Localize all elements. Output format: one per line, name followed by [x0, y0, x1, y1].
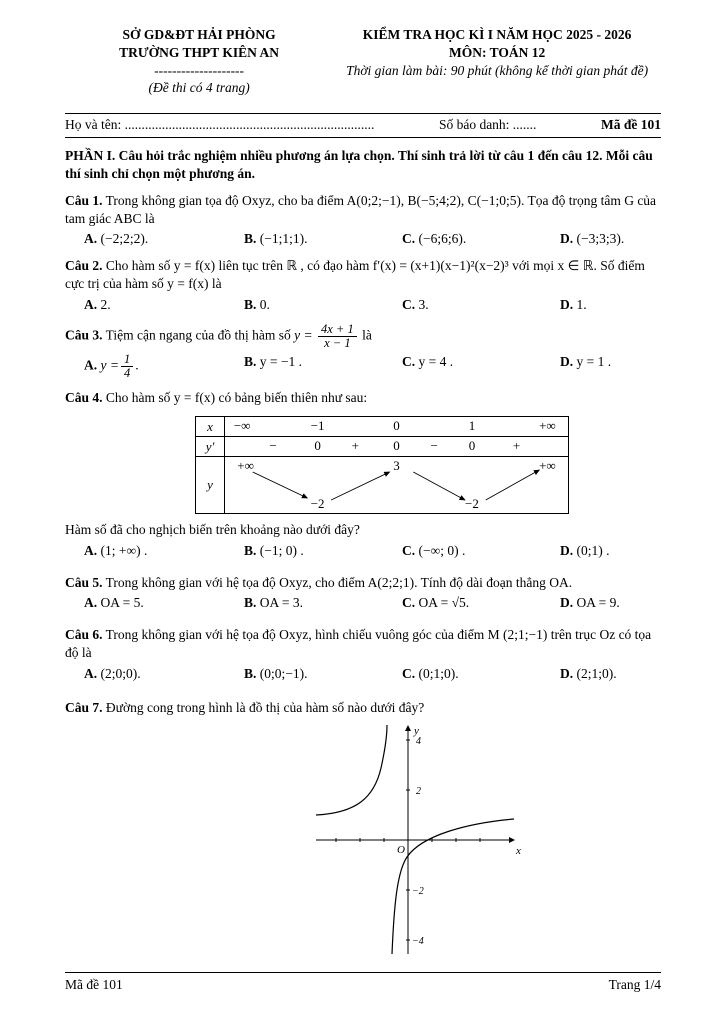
header-right — [333, 26, 661, 97]
question-1-options — [65, 230, 661, 248]
y-tick-neg2: −2 — [412, 886, 424, 898]
x-row-label: x — [196, 417, 225, 436]
question-5-label: Câu 5. — [65, 574, 103, 590]
yprime-sign: 0 — [468, 437, 476, 453]
option-b — [244, 353, 402, 380]
fraction — [318, 323, 357, 350]
question-5 — [65, 574, 661, 613]
x-value: 0 — [393, 417, 400, 433]
origin-label: O — [397, 844, 405, 857]
option-text: OA = √5. — [418, 595, 470, 611]
question-6-options — [65, 665, 661, 683]
question-5-options — [65, 594, 661, 612]
option-a — [84, 665, 244, 683]
option-text: (−2;2;2). — [100, 231, 149, 247]
function-graph — [308, 720, 540, 956]
question-4-subquestion: Hàm số đã cho nghịch biến trên khoảng nào dưới đây? — [65, 521, 360, 537]
option-text: (0;1) . — [576, 542, 610, 558]
option-key: D. — [560, 353, 574, 369]
option-key: C. — [402, 231, 416, 247]
option-text: (1; +∞) . — [100, 542, 148, 558]
option-b — [244, 296, 402, 314]
option-text: (0;0;−1). — [259, 665, 308, 681]
question-6-label: Câu 6. — [65, 627, 103, 643]
option-d — [560, 296, 661, 314]
option-text: 0. — [259, 296, 270, 312]
y-tick-4: 4 — [416, 736, 421, 748]
exam-code: Mã đề 101 — [601, 117, 661, 133]
option-d — [560, 594, 661, 612]
x-value: +∞ — [539, 417, 556, 433]
option-key: C. — [402, 353, 416, 369]
option-text: OA = 5. — [100, 595, 144, 611]
option-d — [560, 353, 661, 380]
option-d — [560, 230, 661, 248]
option-c — [402, 296, 560, 314]
option-lhs: y = — [100, 357, 119, 373]
yprime-sign: + — [351, 437, 359, 453]
curve-left-branch — [316, 725, 387, 815]
option-key: A. — [84, 595, 98, 611]
x-value: −1 — [310, 417, 325, 433]
option-b — [244, 230, 402, 248]
option-key: B. — [244, 665, 257, 681]
question-7-label: Câu 7. — [65, 699, 103, 715]
exam-duration: Thời gian làm bài: 90 phút (không kể thời gian phát đề) — [346, 62, 649, 78]
exam-subject: MÔN: TOÁN 12 — [448, 44, 546, 60]
option-key: B. — [244, 231, 257, 247]
option-c — [402, 353, 560, 380]
option-a — [84, 594, 244, 612]
option-suffix: . — [135, 357, 139, 373]
equation-lhs: y = — [294, 327, 313, 343]
y-value: +∞ — [237, 457, 254, 473]
variation-table-yprime-row — [196, 437, 568, 457]
option-key: B. — [244, 296, 257, 312]
variation-table-x-row — [196, 417, 568, 437]
fraction — [121, 353, 133, 380]
y-value: −2 — [465, 495, 479, 511]
option-text: (−6;6;6). — [418, 231, 467, 247]
question-6-text: Trong không gian với hệ tọa độ Oxyz, hình chiếu vuông góc của điểm M (2;1;−1) trên trục Oz có tọa độ là — [65, 627, 652, 660]
option-text: 2. — [100, 296, 111, 312]
option-key: D. — [560, 665, 574, 681]
header — [65, 26, 661, 97]
option-key: A. — [84, 665, 98, 681]
question-1-label: Câu 1. — [65, 192, 103, 208]
yprime-sign: − — [430, 437, 438, 453]
divider-dashes: -------------------- — [154, 62, 245, 78]
yprime-sign: 0 — [393, 437, 400, 453]
question-1 — [65, 192, 661, 248]
question-3-label: Câu 3. — [65, 327, 103, 343]
x-axis-label: x — [516, 845, 521, 858]
fraction-numerator: 4x + 1 — [318, 323, 357, 337]
department-name: SỞ GD&ĐT HẢI PHÒNG — [122, 27, 276, 42]
option-text: 3. — [418, 296, 429, 312]
option-text: (2;0;0). — [100, 665, 141, 681]
option-a — [84, 542, 244, 560]
yprime-row-label: y′ — [196, 437, 225, 456]
option-text: (0;1;0). — [418, 665, 459, 681]
fraction-denominator: 4 — [123, 365, 131, 380]
header-left — [65, 26, 333, 97]
x-value: 1 — [468, 417, 476, 433]
candidate-number-line: Số báo danh: ....... — [438, 117, 537, 133]
option-key: C. — [402, 665, 416, 681]
fraction-numerator: 1 — [121, 353, 133, 367]
exam-title: KIỂM TRA HỌC KÌ I NĂM HỌC 2025 - 2026 — [362, 27, 632, 42]
rule-under-info — [65, 137, 661, 138]
option-text: OA = 9. — [576, 595, 620, 611]
footer-exam-code: Mã đề 101 — [65, 977, 123, 992]
option-key: A. — [84, 296, 98, 312]
option-text: y = 4 . — [418, 353, 454, 369]
x-value: −∞ — [233, 417, 251, 433]
question-3-text: Tiệm cận ngang của đồ thị hàm số — [105, 327, 291, 343]
option-key: C. — [402, 296, 416, 312]
question-2 — [65, 257, 661, 313]
question-4 — [65, 389, 661, 559]
option-text: y = −1 . — [259, 353, 302, 369]
question-4-label: Câu 4. — [65, 390, 103, 406]
candidate-info-row — [65, 114, 661, 137]
option-text: (−∞; 0) . — [418, 542, 466, 558]
question-2-label: Câu 2. — [65, 258, 103, 274]
footer-page-number: Trang 1/4 — [608, 977, 661, 992]
option-a — [84, 296, 244, 314]
option-a — [84, 353, 244, 380]
part1-title: PHẦN I. Câu hỏi trắc nghiệm nhiều phương án lựa chọn. Thí sinh trả lời từ câu 1 đến câu 12. Mỗi câu thí sinh chỉ chọn một phương án. — [65, 148, 653, 181]
option-c — [402, 542, 560, 560]
y-tick-neg4: −4 — [412, 936, 424, 948]
option-key: A. — [84, 357, 98, 373]
option-key: D. — [560, 231, 574, 247]
pages-note: (Đề thi có 4 trang) — [148, 80, 250, 96]
question-7 — [65, 699, 661, 957]
option-key: C. — [402, 542, 416, 558]
option-text: (−1;1;1). — [259, 231, 308, 247]
option-d — [560, 665, 661, 683]
candidate-name-line: Họ và tên: .......................................................................... — [65, 117, 375, 133]
option-text: OA = 3. — [259, 595, 304, 611]
option-c — [402, 594, 560, 612]
option-d — [560, 542, 661, 560]
option-key: D. — [560, 542, 574, 558]
question-4-text: Cho hàm số y = f(x) có bảng biến thiên như sau: — [105, 390, 368, 406]
y-value: 3 — [393, 457, 400, 473]
yprime-sign: + — [512, 437, 521, 453]
option-text: (−3;3;3). — [576, 231, 625, 247]
option-c — [402, 665, 560, 683]
question-3 — [65, 323, 661, 381]
yprime-sign: 0 — [314, 437, 321, 453]
option-b — [244, 542, 402, 560]
question-3-options — [65, 353, 661, 380]
curve-right-branch — [392, 819, 514, 954]
question-6 — [65, 626, 661, 682]
question-5-text: Trong không gian với hệ tọa độ Oxyz, cho điểm A(2;2;1). Tính độ dài đoạn thẳng OA. — [105, 574, 573, 590]
question-3-text-post: là — [362, 327, 372, 343]
option-key: D. — [560, 296, 574, 312]
option-text: y = 1 . — [576, 353, 612, 369]
option-b — [244, 594, 402, 612]
question-2-text: Cho hàm số y = f(x) liên tục trên ℝ , có đạo hàm f′(x) = (x+1)(x−1)²(x−2)³ với mọi x ∈ ℝ. Số điểm cực trị của hàm số y = f(x) là — [65, 258, 645, 291]
curve-plot — [308, 720, 540, 956]
fraction-denominator: x − 1 — [324, 335, 351, 350]
option-key: D. — [560, 595, 574, 611]
option-key: B. — [244, 595, 257, 611]
variation-table-y-row — [196, 457, 568, 513]
option-key: A. — [84, 231, 98, 247]
yprime-sign: − — [269, 437, 277, 453]
y-row-label: y — [196, 457, 225, 513]
question-4-options — [65, 542, 661, 560]
option-c — [402, 230, 560, 248]
footer — [65, 972, 661, 994]
option-key: A. — [84, 542, 98, 558]
option-a — [84, 230, 244, 248]
option-text: (2;1;0). — [576, 665, 617, 681]
option-b — [244, 665, 402, 683]
question-1-text: Trong không gian tọa độ Oxyz, cho ba điểm A(0;2;−1), B(−5;4;2), C(−1;0;5). Tọa độ trọng tâm G của tam giác ABC là — [65, 192, 657, 226]
option-key: B. — [244, 353, 257, 369]
option-key: B. — [244, 542, 257, 558]
variation-table — [195, 416, 569, 514]
question-7-text: Đường cong trong hình là đồ thị của hàm số nào dưới đây? — [105, 699, 425, 715]
question-2-options — [65, 296, 661, 314]
option-text: 1. — [576, 296, 587, 312]
y-axis-label: y — [414, 725, 419, 738]
option-key: C. — [402, 595, 416, 611]
y-value: −2 — [310, 495, 325, 511]
y-value: +∞ — [539, 457, 556, 473]
y-tick-2: 2 — [416, 786, 421, 798]
school-name: TRƯỜNG THPT KIÊN AN — [119, 44, 280, 60]
option-text: (−1; 0) . — [259, 542, 304, 558]
